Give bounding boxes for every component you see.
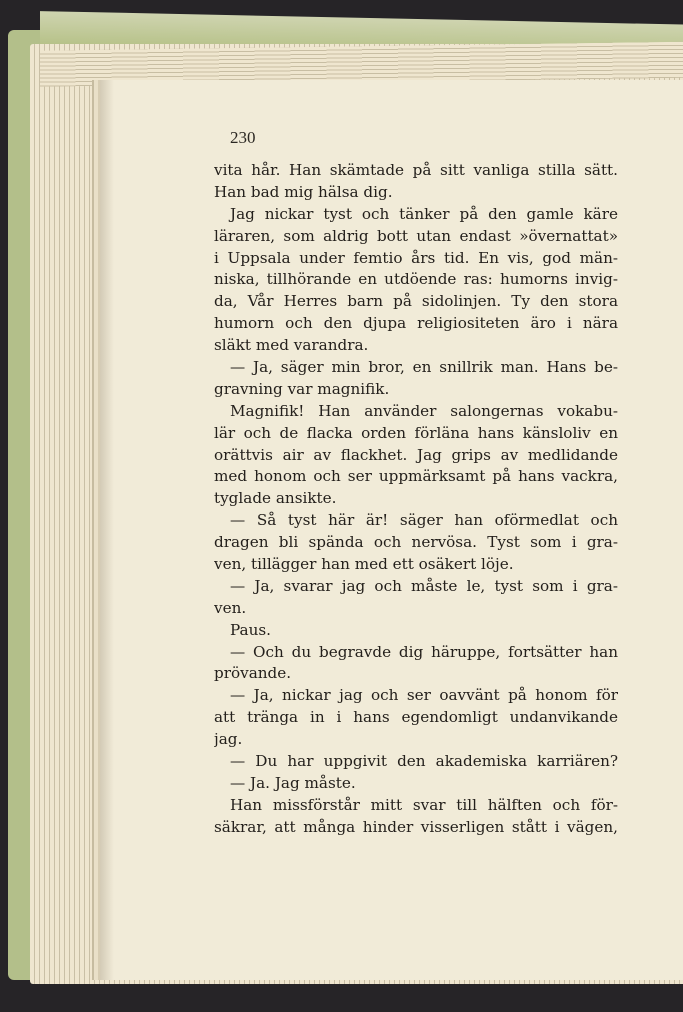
text-line: vita hår. Han skämtade på sitt vanliga stilla sätt. [214,161,618,179]
text-line: — Så tyst här är! säger han oförmedlat och [230,511,618,530]
text-line: med honom och ser uppmärksamt på hans vackra, [214,467,618,486]
text-line: Magnifik! Han använder salongernas vokabu- [230,401,618,420]
text-line: att tränga in i hans egendomligt undanvikande [214,708,618,727]
text-line: — Ja, svarar jag och måste le, tyst som i gra- [230,576,618,595]
text-line: läraren, som aldrig bott utan endast »övernattat» [214,226,618,245]
text-line: orättvis air av flackhet. Jag grips av medlidande [214,445,618,464]
text-line: — Ja, säger min bror, en snillrik man. Hans be- [230,358,618,377]
text-line: Han missförstår mitt svar till hälften och för- [230,795,618,814]
text-line: Jag nickar tyst och tänker på den gamle käre [230,204,618,223]
text-line: — Ja, nickar jag och ser oavvänt på honom för [230,686,618,705]
text-line: humorn och den djupa religiositeten äro i nära [214,314,618,333]
body-text [214,160,618,839]
text-line: — Ja. Jag måste. [230,773,356,792]
text-line: jag. [214,730,243,749]
text-line: säkrar, att många hinder visserligen stått i vägen, [214,817,618,836]
text-line: ven, tillägger han med ett osäkert löje. [214,555,514,574]
text-line: gravning var magnifik. [214,379,390,398]
text-line: Paus. [230,620,271,639]
text-line: dragen bli spända och nervösa. Tyst som i gra- [214,533,618,552]
text-line: da, Vår Herres barn på sidolinjen. Ty den stora [214,292,618,311]
text-line: niska, tillhörande en utdöende ras: humorns invig- [214,270,618,289]
text-line: prövande. [214,664,292,683]
text-line: Han bad mig hälsa dig. [214,182,393,201]
text-line: ven. [214,598,247,617]
text-line: lär och de flacka orden förläna hans känsloliv en [214,423,618,442]
text-line: släkt med varandra. [214,336,369,355]
text-line: — Och du begravde dig häruppe, fortsätter han [230,642,618,661]
spine-shadow [100,80,114,980]
text-line: tyglade ansikte. [214,489,337,508]
text-line: i Uppsala under femtio års tid. En vis, god män- [214,248,618,267]
page-number: 230 [230,128,256,147]
text-line: — Du har uppgivit den akademiska karriären? [230,752,618,771]
